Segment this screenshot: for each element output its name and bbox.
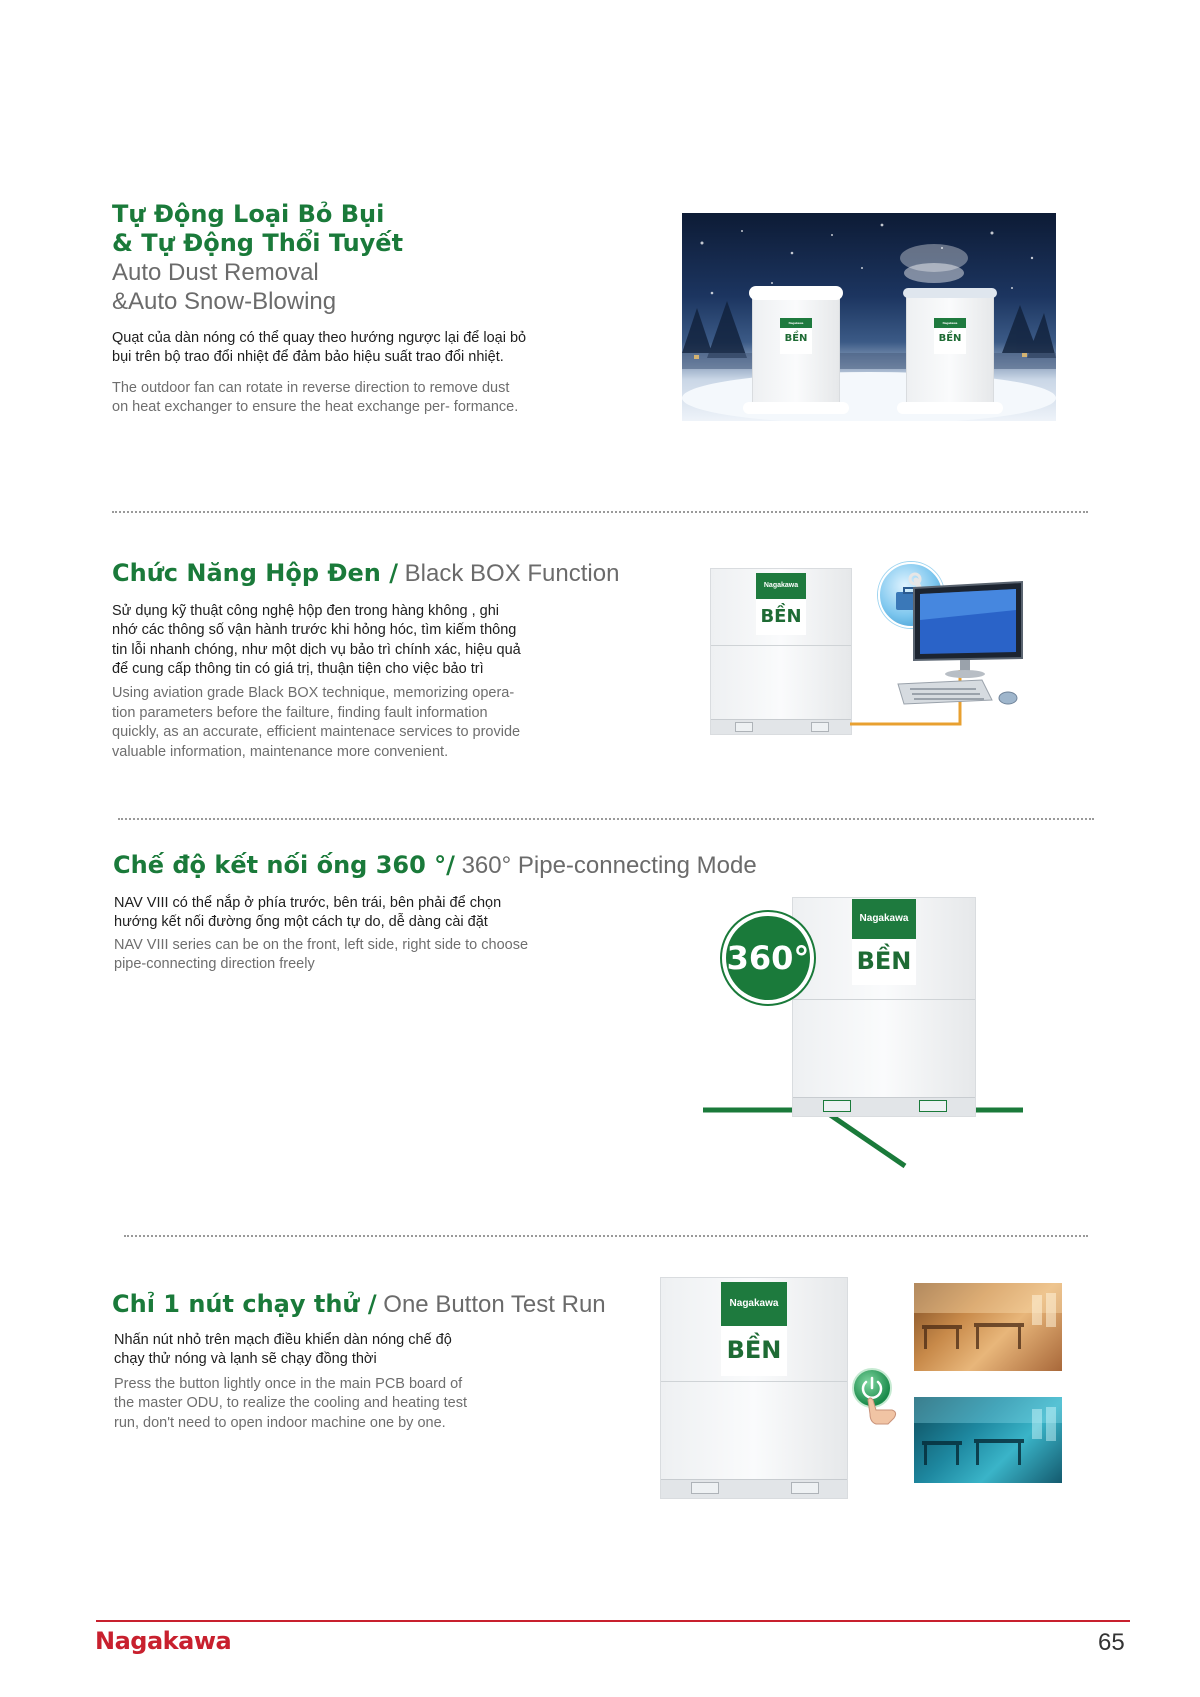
section3-en-body-line1: NAV VIII series can be on the front, left side, right side to choose [114,937,529,953]
section-divider [124,1235,1088,1237]
footer-rule [96,1620,1130,1622]
computer-icon [896,580,1028,716]
section2-en-body-line1: Using aviation grade Black BOX technique, memorizing opera- [112,685,515,701]
pointing-hand-icon [862,1396,902,1426]
section-divider [118,818,1094,820]
unit-label [780,318,812,354]
unit-label [852,899,916,985]
snow-scene-image [682,213,1056,421]
section1-en-body-line2: on heat exchanger to ensure the heat exchange per- formance. [112,399,519,415]
unit-ben-text: BỀN [726,1336,782,1364]
section1-vi-body-line2: bụi trên bộ trao đổi nhiệt để đảm bảo hiệu suất trao đổi nhiệt. [112,349,504,365]
section3-title [113,851,757,880]
unit-label [721,1282,787,1376]
section2-en-body-line3: quickly, as an accurate, efficient maintenace services to provide [112,724,521,740]
section2-vi-body-line2: nhớ các thông số vận hành trước khi hỏng hóc, tìm kiếm thông [112,622,517,638]
section2-title [112,559,619,588]
section3-vi-body-line2: hướng kết nối đường ống một cách tự do, dễ dàng cài đặt [114,914,488,930]
section2-en-body-line2: tion parameters before the failture, finding fault information [112,705,488,721]
footer-brand-logo: Nagakawa [95,1627,232,1655]
unit-brand-text: Nagakawa [780,318,812,328]
section2-vi-body-line1: Sử dụng kỹ thuật công nghệ hộp đen trong hàng không , ghi [112,603,500,619]
section1-en-title-line1: Auto Dust Removal [112,259,319,286]
section1-vi-title-line1: Tự Động Loại Bỏ Bụi [112,200,385,228]
section1-en-title-line2: &Auto Snow-Blowing [112,288,337,315]
section4-en-body-line3: run, don't need to open indoor machine one by one. [114,1415,446,1431]
outdoor-unit-blackbox [710,568,852,735]
section4-en-title: One Button Test Run [383,1291,606,1318]
unit-label [934,318,966,354]
unit-brand-text: Nagakawa [852,899,916,939]
section4-vi-title: Chỉ 1 nút chạy thử / [112,1290,377,1318]
outdoor-unit-left [752,293,840,409]
section2-en-title: Black BOX Function [404,560,620,587]
unit-ben-text: BỀN [938,333,962,344]
outdoor-unit-360 [792,897,976,1117]
unit-brand-text: Nagakawa [721,1282,787,1326]
section4-title [112,1290,606,1319]
cooling-room-image [914,1397,1062,1483]
section2-vi-title: Chức Năng Hộp Đen / [112,559,398,587]
pipe-port-left [823,1100,851,1112]
section4-en-body-line1: Press the button lightly once in the main PCB board of [114,1376,463,1392]
unit-ben-text: BỀN [856,947,912,975]
section4-vi-body-line1: Nhấn nút nhỏ trên mạch điều khiển dàn nóng chế độ [114,1332,452,1348]
unit-ben-text: BỀN [784,333,808,344]
section2-vi-body-line4: để cung cấp thông tin có giá trị, thuận tiện cho việc bảo trì [112,661,484,677]
section-divider [112,511,1088,513]
outdoor-unit-testrun [660,1277,848,1499]
heating-room-image [914,1283,1062,1371]
360-degree-label: 360° [726,939,810,977]
page-number: 65 [1098,1629,1125,1656]
unit-brand-text: Nagakawa [756,573,806,599]
section3-vi-title: Chế độ kết nối ống 360 °/ [113,851,455,879]
pipe-port-right [919,1100,947,1112]
section1-en-body-line1: The outdoor fan can rotate in reverse direction to remove dust [112,380,510,396]
360-degree-badge [720,910,816,1006]
section3-en-title: 360° Pipe-connecting Mode [461,852,757,879]
section4-vi-body-line2: chạy thử nóng và lạnh sẽ chạy đồng thời [114,1351,377,1367]
section4-en-body-line2: the master ODU, to realize the cooling and heating test [114,1395,468,1411]
section2-vi-body-line3: tin lỗi nhanh chóng, như một dịch vụ bảo trì chính xác, hiệu quả [112,642,521,658]
section1-vi-body-line1: Quạt của dàn nóng có thể quay theo hướng ngược lại để loại bỏ [112,330,527,346]
outdoor-unit-right [906,293,994,409]
unit-brand-text: Nagakawa [934,318,966,328]
section3-en-body-line2: pipe-connecting direction freely [114,956,315,972]
section2-en-body-line4: valuable information, maintenance more convenient. [112,744,449,760]
unit-label [756,573,806,635]
section1-vi-title-line2: & Tự Động Thổi Tuyết [112,229,404,257]
section3-vi-body-line1: NAV VIII có thể nắp ở phía trước, bên trái, bên phải để chọn [114,895,502,911]
unit-ben-text: BỀN [760,606,802,627]
